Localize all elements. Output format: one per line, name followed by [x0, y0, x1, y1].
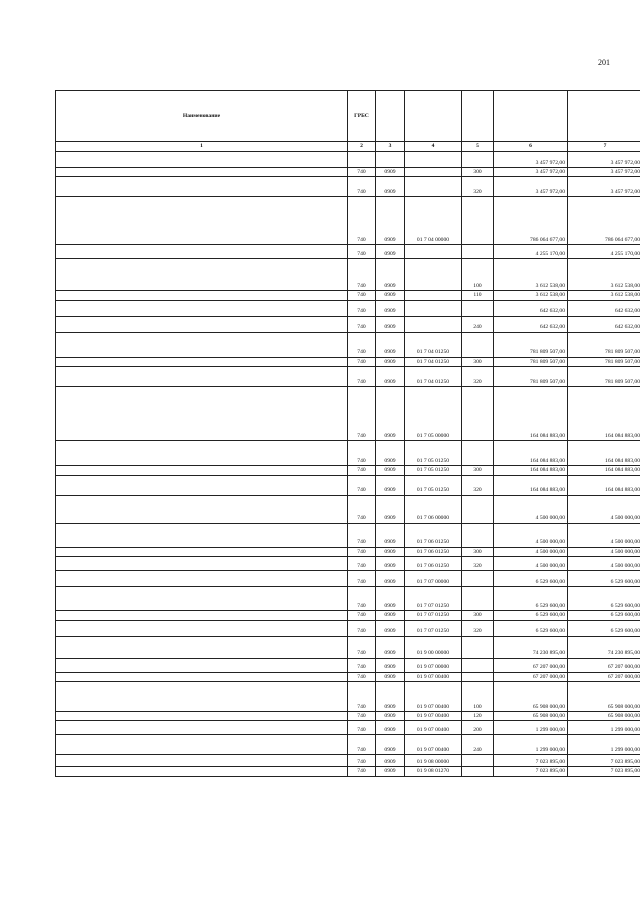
- row-name: [56, 168, 348, 177]
- row-section: 0909: [376, 441, 405, 466]
- table-row: [56, 441, 640, 466]
- row-grbs: 740: [348, 523, 376, 547]
- row-new-amount: 642 632,00: [568, 316, 640, 332]
- table-row: [56, 711, 640, 720]
- row-current-amount: 786 064 677,00: [494, 197, 568, 245]
- row-group: 300: [462, 168, 494, 177]
- row-group: 240: [462, 735, 494, 755]
- table-row: [56, 245, 640, 259]
- row-target: [405, 300, 462, 316]
- row-group: 300: [462, 547, 494, 556]
- row-current-amount: 164 084 883,00: [494, 466, 568, 475]
- row-new-amount: 642 632,00: [568, 300, 640, 316]
- column-number: 4: [405, 142, 462, 152]
- row-grbs: [348, 152, 376, 168]
- row-new-amount: 4 500 000,00: [568, 523, 640, 547]
- row-name: [56, 245, 348, 259]
- row-grbs: 740: [348, 357, 376, 366]
- row-section: 0909: [376, 767, 405, 776]
- row-target: 01 7 06 00000: [405, 495, 462, 523]
- row-target: 01 7 07 01250: [405, 620, 462, 636]
- row-target: 01 9 07 00000: [405, 658, 462, 672]
- row-name: [56, 523, 348, 547]
- table-row: [56, 547, 640, 556]
- row-group: 320: [462, 475, 494, 495]
- table-row: [56, 357, 640, 366]
- table-row: [56, 587, 640, 611]
- header-name: Наименование: [56, 91, 348, 142]
- row-group: [462, 495, 494, 523]
- row-target: 01 7 07 01250: [405, 611, 462, 620]
- row-section: 0909: [376, 755, 405, 767]
- row-target: [405, 152, 462, 168]
- row-name: [56, 571, 348, 587]
- row-target: 01 7 04 01250: [405, 332, 462, 357]
- row-group: [462, 767, 494, 776]
- row-grbs: 740: [348, 672, 376, 681]
- row-current-amount: 781 809 507,00: [494, 367, 568, 387]
- header-target: [405, 91, 462, 142]
- row-group: [462, 197, 494, 245]
- row-current-amount: 6 529 600,00: [494, 620, 568, 636]
- column-number: 6: [494, 142, 568, 152]
- row-name: [56, 672, 348, 681]
- table-row: [56, 152, 640, 168]
- row-section: 0909: [376, 177, 405, 197]
- row-section: 0909: [376, 557, 405, 571]
- row-section: 0909: [376, 387, 405, 441]
- row-grbs: 740: [348, 547, 376, 556]
- row-name: [56, 291, 348, 300]
- table-row: [56, 557, 640, 571]
- row-new-amount: 3 457 972,00: [568, 168, 640, 177]
- table-row: [56, 681, 640, 711]
- row-grbs: 740: [348, 611, 376, 620]
- table-row: [56, 495, 640, 523]
- row-target: 01 9 08 00000: [405, 755, 462, 767]
- row-section: 0909: [376, 571, 405, 587]
- row-grbs: 740: [348, 495, 376, 523]
- row-group: 320: [462, 620, 494, 636]
- row-name: [56, 495, 348, 523]
- table-row: [56, 735, 640, 755]
- row-current-amount: 164 084 883,00: [494, 387, 568, 441]
- header-grbs: ГРБС: [348, 91, 376, 142]
- row-current-amount: 7 023 895,00: [494, 755, 568, 767]
- row-section: 0909: [376, 332, 405, 357]
- table-row: [56, 316, 640, 332]
- row-new-amount: 4 255 170,00: [568, 245, 640, 259]
- row-current-amount: 164 084 883,00: [494, 475, 568, 495]
- row-new-amount: 65 908 000,00: [568, 681, 640, 711]
- row-new-amount: 6 529 600,00: [568, 587, 640, 611]
- row-new-amount: 74 230 895,00: [568, 636, 640, 658]
- row-name: [56, 658, 348, 672]
- row-new-amount: 6 529 600,00: [568, 571, 640, 587]
- table-row: [56, 523, 640, 547]
- row-section: 0909: [376, 367, 405, 387]
- row-group: 320: [462, 367, 494, 387]
- row-new-amount: 164 084 883,00: [568, 387, 640, 441]
- row-new-amount: 164 084 883,00: [568, 441, 640, 466]
- row-target: 01 9 08 01270: [405, 767, 462, 776]
- row-current-amount: 6 529 600,00: [494, 611, 568, 620]
- table-row: [56, 332, 640, 357]
- row-group: [462, 672, 494, 681]
- row-target: [405, 177, 462, 197]
- row-section: 0909: [376, 611, 405, 620]
- row-new-amount: 3 612 538,00: [568, 291, 640, 300]
- row-current-amount: 6 529 600,00: [494, 571, 568, 587]
- row-target: 01 7 06 01250: [405, 557, 462, 571]
- row-current-amount: 74 230 895,00: [494, 636, 568, 658]
- row-section: 0909: [376, 259, 405, 291]
- row-grbs: 740: [348, 658, 376, 672]
- header-current: [494, 91, 568, 142]
- row-grbs: 740: [348, 755, 376, 767]
- row-new-amount: 65 908 000,00: [568, 711, 640, 720]
- row-new-amount: 1 299 000,00: [568, 735, 640, 755]
- table-row: [56, 611, 640, 620]
- row-section: 0909: [376, 495, 405, 523]
- row-current-amount: 65 908 000,00: [494, 681, 568, 711]
- table-row: [56, 367, 640, 387]
- row-current-amount: 4 500 000,00: [494, 495, 568, 523]
- row-grbs: 740: [348, 557, 376, 571]
- row-group: [462, 387, 494, 441]
- table-row: [56, 259, 640, 291]
- budget-table: [55, 90, 640, 777]
- row-target: 01 9 07 00400: [405, 672, 462, 681]
- column-number: 2: [348, 142, 376, 152]
- row-group: [462, 523, 494, 547]
- row-grbs: 740: [348, 177, 376, 197]
- row-current-amount: 4 500 000,00: [494, 547, 568, 556]
- row-group: 200: [462, 721, 494, 735]
- row-current-amount: 3 457 972,00: [494, 168, 568, 177]
- table-row: [56, 177, 640, 197]
- row-section: 0909: [376, 523, 405, 547]
- row-name: [56, 316, 348, 332]
- row-grbs: 740: [348, 291, 376, 300]
- row-target: 01 7 04 01250: [405, 357, 462, 366]
- row-current-amount: 65 908 000,00: [494, 711, 568, 720]
- row-current-amount: 67 207 000,00: [494, 672, 568, 681]
- row-group: 300: [462, 466, 494, 475]
- row-name: [56, 177, 348, 197]
- row-target: 01 7 04 01250: [405, 367, 462, 387]
- row-current-amount: 3 457 972,00: [494, 177, 568, 197]
- row-group: [462, 332, 494, 357]
- table-row: [56, 475, 640, 495]
- table-row: [56, 658, 640, 672]
- page-number: 201: [598, 58, 610, 67]
- row-new-amount: 781 809 507,00: [568, 367, 640, 387]
- row-group: 120: [462, 711, 494, 720]
- row-target: 01 7 05 01250: [405, 466, 462, 475]
- row-name: [56, 466, 348, 475]
- row-name: [56, 721, 348, 735]
- row-section: 0909: [376, 300, 405, 316]
- row-group: 320: [462, 557, 494, 571]
- row-group: 100: [462, 681, 494, 711]
- row-current-amount: 781 809 507,00: [494, 332, 568, 357]
- row-group: [462, 441, 494, 466]
- row-name: [56, 711, 348, 720]
- row-name: [56, 441, 348, 466]
- row-section: 0909: [376, 620, 405, 636]
- row-current-amount: 4 500 000,00: [494, 557, 568, 571]
- row-current-amount: 6 529 600,00: [494, 587, 568, 611]
- row-new-amount: 6 529 600,00: [568, 611, 640, 620]
- row-current-amount: 4 500 000,00: [494, 523, 568, 547]
- row-grbs: 740: [348, 721, 376, 735]
- table-row: [56, 767, 640, 776]
- row-target: 01 9 07 00400: [405, 735, 462, 755]
- row-target: 01 7 06 01250: [405, 523, 462, 547]
- row-grbs: 740: [348, 711, 376, 720]
- table-row: [56, 466, 640, 475]
- row-target: 01 7 05 00000: [405, 387, 462, 441]
- row-new-amount: 3 612 538,00: [568, 259, 640, 291]
- row-current-amount: 1 299 000,00: [494, 735, 568, 755]
- row-target: [405, 316, 462, 332]
- row-current-amount: 781 809 507,00: [494, 357, 568, 366]
- row-grbs: 740: [348, 300, 376, 316]
- row-grbs: 740: [348, 168, 376, 177]
- row-current-amount: 3 612 538,00: [494, 259, 568, 291]
- row-current-amount: 3 457 972,00: [494, 152, 568, 168]
- row-grbs: 740: [348, 197, 376, 245]
- table-row: [56, 168, 640, 177]
- row-name: [56, 367, 348, 387]
- row-name: [56, 620, 348, 636]
- row-section: 0909: [376, 245, 405, 259]
- row-group: 100: [462, 259, 494, 291]
- table-row: [56, 721, 640, 735]
- row-name: [56, 475, 348, 495]
- row-target: 01 9 07 00400: [405, 721, 462, 735]
- row-current-amount: 7 023 895,00: [494, 767, 568, 776]
- row-name: [56, 152, 348, 168]
- table-row: [56, 291, 640, 300]
- row-grbs: 740: [348, 735, 376, 755]
- row-current-amount: 4 255 170,00: [494, 245, 568, 259]
- row-name: [56, 587, 348, 611]
- row-group: [462, 755, 494, 767]
- row-new-amount: 4 500 000,00: [568, 547, 640, 556]
- row-name: [56, 387, 348, 441]
- row-section: 0909: [376, 672, 405, 681]
- row-name: [56, 259, 348, 291]
- header-new: [568, 91, 640, 142]
- row-grbs: 740: [348, 587, 376, 611]
- row-group: [462, 587, 494, 611]
- row-new-amount: 67 207 000,00: [568, 658, 640, 672]
- row-grbs: 740: [348, 259, 376, 291]
- row-target: 01 7 05 01250: [405, 441, 462, 466]
- row-new-amount: 781 809 507,00: [568, 357, 640, 366]
- row-name: [56, 681, 348, 711]
- row-new-amount: 6 529 600,00: [568, 620, 640, 636]
- row-name: [56, 755, 348, 767]
- row-section: [376, 152, 405, 168]
- row-new-amount: 781 809 507,00: [568, 332, 640, 357]
- row-section: 0909: [376, 291, 405, 300]
- row-group: [462, 300, 494, 316]
- row-name: [56, 611, 348, 620]
- row-target: [405, 245, 462, 259]
- row-target: 01 9 00 00000: [405, 636, 462, 658]
- row-new-amount: 3 457 972,00: [568, 177, 640, 197]
- row-group: [462, 571, 494, 587]
- row-target: 01 9 07 00400: [405, 711, 462, 720]
- row-group: [462, 658, 494, 672]
- row-name: [56, 357, 348, 366]
- table-row: [56, 636, 640, 658]
- row-grbs: 740: [348, 441, 376, 466]
- row-target: 01 7 04 00000: [405, 197, 462, 245]
- row-group: [462, 245, 494, 259]
- row-grbs: 740: [348, 767, 376, 776]
- row-new-amount: 786 064 677,00: [568, 197, 640, 245]
- row-name: [56, 767, 348, 776]
- row-section: 0909: [376, 711, 405, 720]
- row-section: 0909: [376, 547, 405, 556]
- row-new-amount: 4 500 000,00: [568, 495, 640, 523]
- row-name: [56, 735, 348, 755]
- column-number-row: [56, 142, 640, 152]
- row-group: [462, 636, 494, 658]
- row-group: 300: [462, 611, 494, 620]
- row-section: 0909: [376, 357, 405, 366]
- row-name: [56, 557, 348, 571]
- row-grbs: 740: [348, 636, 376, 658]
- column-number: 1: [56, 142, 348, 152]
- row-new-amount: 1 299 000,00: [568, 721, 640, 735]
- row-section: 0909: [376, 658, 405, 672]
- row-new-amount: 164 084 883,00: [568, 466, 640, 475]
- column-number: 7: [568, 142, 640, 152]
- row-new-amount: 7 023 895,00: [568, 755, 640, 767]
- header-section: [376, 91, 405, 142]
- row-target: 01 7 07 01250: [405, 587, 462, 611]
- row-new-amount: 3 457 972,00: [568, 152, 640, 168]
- row-grbs: 740: [348, 620, 376, 636]
- row-section: 0909: [376, 735, 405, 755]
- row-grbs: 740: [348, 245, 376, 259]
- row-name: [56, 300, 348, 316]
- row-grbs: 740: [348, 367, 376, 387]
- column-number: 5: [462, 142, 494, 152]
- row-target: [405, 291, 462, 300]
- table-row: [56, 387, 640, 441]
- row-new-amount: 164 084 883,00: [568, 475, 640, 495]
- row-section: 0909: [376, 466, 405, 475]
- table-row: [56, 571, 640, 587]
- row-section: 0909: [376, 475, 405, 495]
- table-row: [56, 300, 640, 316]
- header-group: [462, 91, 494, 142]
- row-grbs: 740: [348, 475, 376, 495]
- row-grbs: 740: [348, 466, 376, 475]
- row-group: 240: [462, 316, 494, 332]
- row-target: 01 7 06 01250: [405, 547, 462, 556]
- row-target: 01 7 05 01250: [405, 475, 462, 495]
- row-current-amount: 67 207 000,00: [494, 658, 568, 672]
- row-grbs: 740: [348, 571, 376, 587]
- row-new-amount: 7 023 895,00: [568, 767, 640, 776]
- row-section: 0909: [376, 168, 405, 177]
- row-current-amount: 3 612 538,00: [494, 291, 568, 300]
- row-group: 300: [462, 357, 494, 366]
- row-target: 01 7 07 00000: [405, 571, 462, 587]
- row-section: 0909: [376, 197, 405, 245]
- table-body: [56, 152, 640, 777]
- table-row: [56, 620, 640, 636]
- row-name: [56, 332, 348, 357]
- row-current-amount: 1 299 000,00: [494, 721, 568, 735]
- row-current-amount: 164 084 883,00: [494, 441, 568, 466]
- row-target: [405, 259, 462, 291]
- row-new-amount: 4 500 000,00: [568, 557, 640, 571]
- row-group: 110: [462, 291, 494, 300]
- row-group: [462, 152, 494, 168]
- table-header-row: [56, 91, 640, 142]
- row-section: 0909: [376, 587, 405, 611]
- row-current-amount: 642 632,00: [494, 300, 568, 316]
- row-grbs: 740: [348, 332, 376, 357]
- row-name: [56, 636, 348, 658]
- row-grbs: 740: [348, 681, 376, 711]
- row-section: 0909: [376, 636, 405, 658]
- column-number: 3: [376, 142, 405, 152]
- row-group: 320: [462, 177, 494, 197]
- row-target: 01 9 07 00400: [405, 681, 462, 711]
- row-grbs: 740: [348, 316, 376, 332]
- row-section: 0909: [376, 721, 405, 735]
- row-name: [56, 197, 348, 245]
- row-section: 0909: [376, 681, 405, 711]
- row-grbs: 740: [348, 387, 376, 441]
- row-current-amount: 642 632,00: [494, 316, 568, 332]
- row-name: [56, 547, 348, 556]
- row-new-amount: 67 207 000,00: [568, 672, 640, 681]
- table-row: [56, 197, 640, 245]
- row-section: 0909: [376, 316, 405, 332]
- table-row: [56, 755, 640, 767]
- table-row: [56, 672, 640, 681]
- row-target: [405, 168, 462, 177]
